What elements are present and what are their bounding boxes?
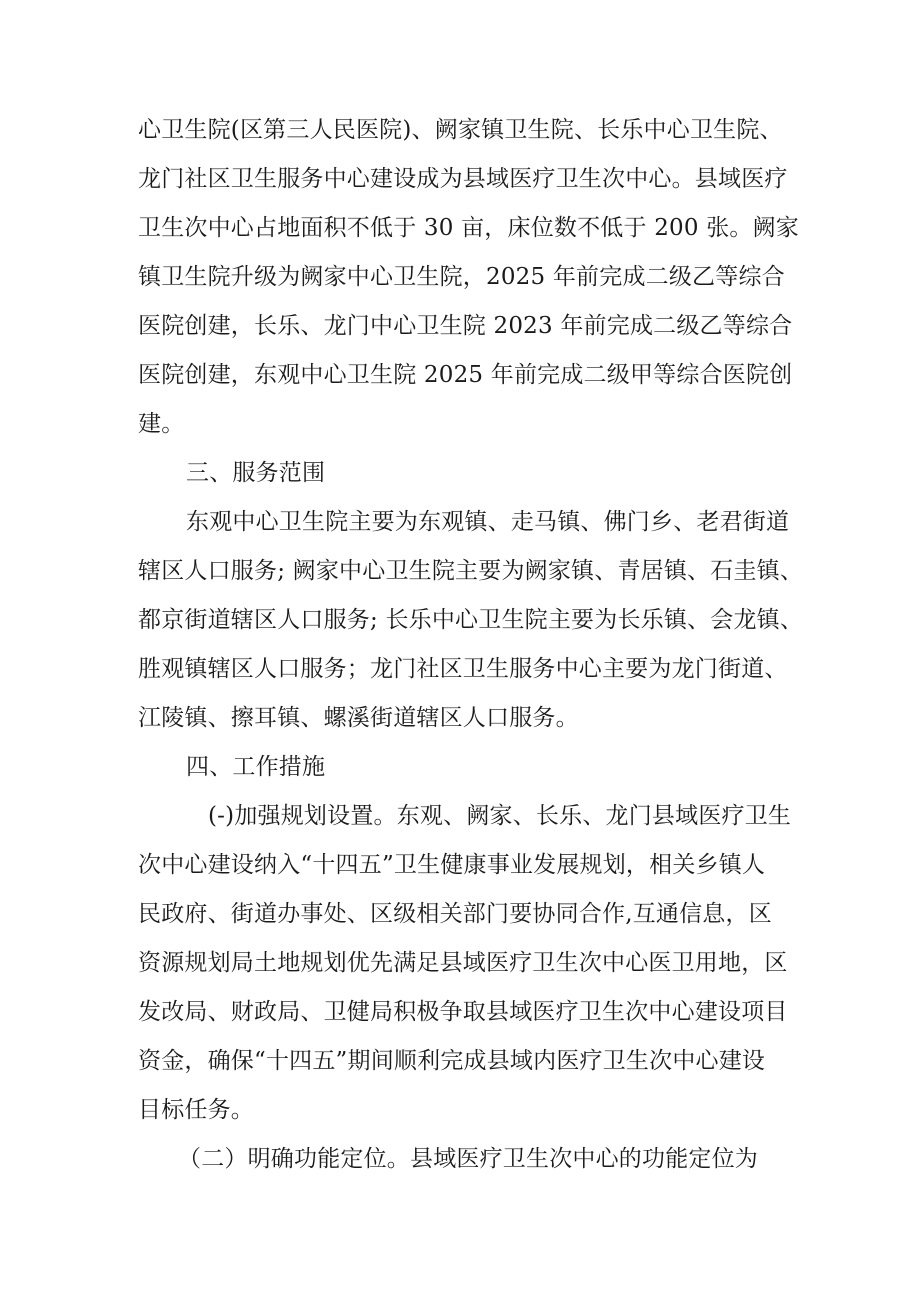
paragraph-line: 镇卫生院升级为阙家中心卫生院，2025 年前完成二级乙等综合: [138, 264, 785, 290]
section-heading-service-scope: 三、服务范围: [186, 460, 326, 486]
paragraph-line: 民政府、街道办事处、区级相关部门要协同合作,互通信息，区: [138, 901, 772, 927]
paragraph-line: 目标任务。: [138, 1097, 254, 1123]
section-heading-work-measures: 四、工作措施: [186, 754, 326, 780]
paragraph-line: 医院创建，长乐、龙门中心卫生院 2023 年前完成二级乙等综合: [138, 313, 793, 339]
paragraph-line: 资源规划局土地规划优先满足县域医疗卫生次中心医卫用地，区: [138, 950, 788, 976]
paragraph-line: 东观中心卫生院主要为东观镇、走马镇、佛门乡、老君街道: [186, 509, 790, 535]
paragraph-line: 胜观镇辖区人口服务；龙门社区卫生服务中心主要为龙门街道、: [138, 656, 788, 682]
paragraph-line: （二）明确功能定位。县域医疗卫生次中心的功能定位为: [178, 1146, 758, 1172]
paragraph-line: 心卫生院(区第三人民医院)、阙家镇卫生院、长乐中心卫生院、: [138, 117, 783, 143]
paragraph-line: 卫生次中心占地面积不低于 30 亩，床位数不低于 200 张。阙家: [138, 215, 800, 241]
paragraph-line: 资金，确保“十四五”期间顺利完成县域内医疗卫生次中心建设: [138, 1048, 766, 1074]
paragraph-line: (-)加强规划设置。东观、阙家、长乐、龙门县域医疗卫生: [208, 803, 792, 829]
paragraph-line: 辖区人口服务; 阙家中心卫生院主要为阙家镇、青居镇、石圭镇、: [138, 558, 804, 584]
paragraph-line: 发改局、财政局、卫健局积极争取县域医疗卫生次中心建设项目: [138, 999, 788, 1025]
paragraph-line: 建。: [138, 411, 185, 437]
paragraph-line: 江陵镇、擦耳镇、螺溪街道辖区人口服务。: [138, 705, 579, 731]
paragraph-line: 都京街道辖区人口服务; 长乐中心卫生院主要为长乐镇、会龙镇、: [138, 607, 804, 633]
paragraph-line: 医院创建，东观中心卫生院 2025 年前完成二级甲等综合医院创: [138, 362, 793, 388]
paragraph-line: 次中心建设纳入“十四五”卫生健康事业发展规划，相关乡镇人: [138, 852, 766, 878]
paragraph-line: 龙门社区卫生服务中心建设成为县域医疗卫生次中心。县域医疗: [138, 166, 788, 192]
